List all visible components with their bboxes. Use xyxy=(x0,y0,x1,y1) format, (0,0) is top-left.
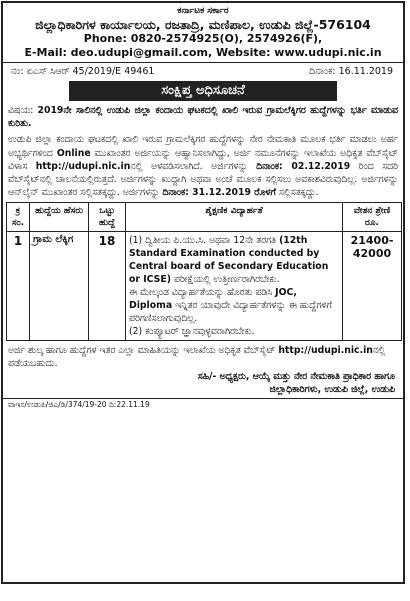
phone-line: Phone: 0820-2574925(O), 2574926(F), xyxy=(83,32,323,45)
col-qualification: ಶೈಕ್ಷಣಿಕ ವಿದ್ಯಾರ್ಹತೆ xyxy=(126,203,343,232)
signature-block xyxy=(3,370,403,396)
end-date: ದಿನಾಂಕ: 31.12.2019 ರೊಳಗೆ xyxy=(162,187,276,199)
reference-date: ದಿನಾಂಕ: 16.11.2019 xyxy=(309,66,393,77)
subject-text: 2019ನೇ ಸಾಲಿನಲ್ಲಿ ಉಡುಪಿ ಜಿಲ್ಲಾ ಕಂದಾಯ ಘಟಕದಲ್ಲಿ ಖಾಲಿ ಇರುವ ಗ್ರಾಮಲೆಕ್ಕಿಗರ ಹುದ್ದೆಗಳನ್ನು ಭರ್ತಿ ಮಾಡುವ ಕುರಿತು. xyxy=(8,105,398,130)
table-header-row xyxy=(7,203,402,232)
col-vacancies: ಒಟ್ಟು ಹುದ್ದೆ xyxy=(89,203,126,232)
body-paragraph xyxy=(3,133,403,199)
table-row xyxy=(7,232,402,341)
notice-title: ಸಂಕ್ಷಿಪ್ತ ಅಧಿಸೂಚನೆ xyxy=(69,81,337,101)
body-text-3: ನಲ್ಲಿ ಅಳವಡಿಸಲಾಗಿದೆ. ಅರ್ಜಿಗಳನ್ನು xyxy=(130,160,248,172)
posts-table xyxy=(6,202,402,341)
qualification-2: (2) ಕಂಪ್ಯೂಟರ್ ಜ್ಞಾನವುಳ್ಳವರಾಗಿರಬೇಕು. xyxy=(129,326,255,338)
body-text-2: ಮುಖಾಂತರ ಅರ್ಜಿಯನ್ನು ಆಹ್ವಾನಿಸಲಾಗಿದ್ದು, ಅರ್ಜಿ ನಮೂನೆಗಳನ್ನು ಇಲಾಖೆಯ ಅಧಿಕೃತ ವೆಬ್‌ಸೈಟ್ ವಿಳಾಸ xyxy=(8,147,398,172)
reference-row xyxy=(3,63,403,78)
row-sl: 1 xyxy=(7,232,30,341)
qualification-note-c: ಇನ್ನಿತರ ಯಾವುದೇ ವಿದ್ಯಾರ್ಹತೆಗಳನ್ನು ಈ ಹುದ್ದೆಗಳಿಗೆ ಪರಿಗಣಿಸಲಾಗುವುದಿಲ್ಲ. xyxy=(129,300,332,325)
subject-paragraph xyxy=(3,104,403,130)
row-qualification xyxy=(126,232,343,341)
body-text-5: ಸಲ್ಲಿಸತಕ್ಕದ್ದು. xyxy=(278,187,319,199)
qualification-note-a: ಈ ಮೇಲ್ಕಂಡ ವಿದ್ಯಾರ್ಹತೆಯನ್ನು ಹೊರತು ಪಡಿಸಿ xyxy=(129,287,273,299)
col-pay: ವೇತನ ಶ್ರೇಣಿ ರೂ. xyxy=(343,203,402,232)
fee-website-link[interactable]: http://udupi.nic.in xyxy=(278,345,373,357)
government-name: ಕರ್ನಾಟಕ ಸರ್ಕಾರ xyxy=(177,6,229,16)
body-text-1: ಉಡುಪಿ ಜಿಲ್ಲಾ ಕಂದಾಯ ಘಟಕದಲ್ಲಿ ಖಾಲಿ ಇರುವ ಗ್ರಾಮಲೆಕ್ಕಿಗರ ಹುದ್ದೆಗಳನ್ನು ನೇರ ನೇಮಕಾತಿ ಮೂಲಕ ಭರ್ತಿ ಮಾಡಲು ಅರ್ಹ ಅಭ್ಯರ್ಥಿಗಳಿಂದ xyxy=(8,134,398,159)
footer-reference: ವಾಇಸ/ಉಡುಪಿ/ಜಿಎ/ಡಿ/374/19-20 ದಿ:22.11.19 xyxy=(3,398,403,411)
fee-text-2: ನಲ್ಲಿ ಪಡೆಯಬಹುದು. xyxy=(8,345,386,370)
col-sl: ಕ್ರ ಸಂ. xyxy=(7,203,30,232)
online-label: Online xyxy=(56,147,91,159)
col-post: ಹುದ್ದೆಯ ಹೆಸರು xyxy=(30,203,89,232)
row-post: ಗ್ರಾಮ ಲೆಕ್ಕಿಗ xyxy=(30,232,89,341)
notification-page xyxy=(1,1,405,584)
reference-number: ನಂ: ಏಎಸ್ ಸಿಆರ್ 45/2019/E 49461 xyxy=(11,66,155,77)
qualification-1: (1) ದ್ವಿತೀಯ ಪಿ.ಯು.ಸಿ. ಅಥವಾ 12ನೇ ತರಗತಿ xyxy=(129,235,277,247)
signature-line-1: ಸಹಿ/- ಅಧ್ಯಕ್ಷರು, ಆಯ್ಕೆ ಮತ್ತು ನೇರ ನೇಮಕಾತಿ ಪ್ರಾಧಿಕಾರ ಹಾಗೂ xyxy=(197,371,395,383)
subject-label: ವಿಷಯ: xyxy=(8,105,34,116)
row-vacancies: 18 xyxy=(89,232,126,341)
body-text-4: ರಿಂದ ಸದರಿ ವೆಬ್‌ಸೈಟ್‌ನಲ್ಲಿ ಚಾಲನೆಯಲ್ಲಿರುತ್ತದೆ. ಅರ್ಜಿಗಳನ್ನು ಖುದ್ದಾಗಿ ಅಥವಾ ಅಂಚೆ ಮೂಲಕ ಸಲ್ಲಿಸಲು ಅವಕಾಶವಿರುವುದಿಲ್ಲ. ಅರ್ಜಿಗಳನ್ನು ಆನ್‌ಲೈನ್ ಮುಖಾಂತರ ಸಲ್ಲಿಸತಕ್ಕದ್ದು. ಅರ್ಜಿಗಳನ್ನು xyxy=(8,160,398,199)
qualification-note-b: JOC, Diploma xyxy=(129,287,297,312)
fee-text-1: ಅರ್ಜಿ ಶುಲ್ಕ ಹಾಗೂ ಹುದ್ದೆಗಳ ಇತರ ಎಲ್ಲಾ ಮಾಹಿತಿಯನ್ನು ಇಲಾಖೆಯ ಅಧಿಕೃತ ವೆಬ್‌ಸೈಟ್ xyxy=(8,345,276,357)
office-address: ಜಿಲ್ಲಾಧಿಕಾರಿಗಳ ಕಾರ್ಯಾಲಯ, ರಜತಾದ್ರಿ, ಮಣಿಪಾಲ, ಉಡುಪಿ ಜಿಲ್ಲೆ-576104 xyxy=(35,17,371,32)
qualification-1-pass: ಪರೀಕ್ಷೆಯಲ್ಲಿ ಉತ್ತೀರ್ಣರಾಗಿರಬೇಕು. xyxy=(173,274,280,286)
letterhead xyxy=(3,6,403,60)
website-link[interactable]: http://udupi.nic.in xyxy=(35,160,131,172)
qualification-1-english: (12th Standard Examination conducted by Central board of Secondary Education or ICSE) xyxy=(129,235,329,286)
row-pay: 21400-42000 xyxy=(343,232,402,341)
start-date: ದಿನಾಂಕ: 02.12.2019 xyxy=(256,160,351,172)
fee-paragraph xyxy=(3,341,403,370)
signature-line-2: ಜಿಲ್ಲಾಧಿಕಾರಿಗಳು, ಉಡುಪಿ ಜಿಲ್ಲೆ, ಉಡುಪಿ xyxy=(269,384,395,396)
email-website-line: E-Mail: deo.udupi@gmail.com, Website: www.udupi.nic.in xyxy=(24,46,382,59)
